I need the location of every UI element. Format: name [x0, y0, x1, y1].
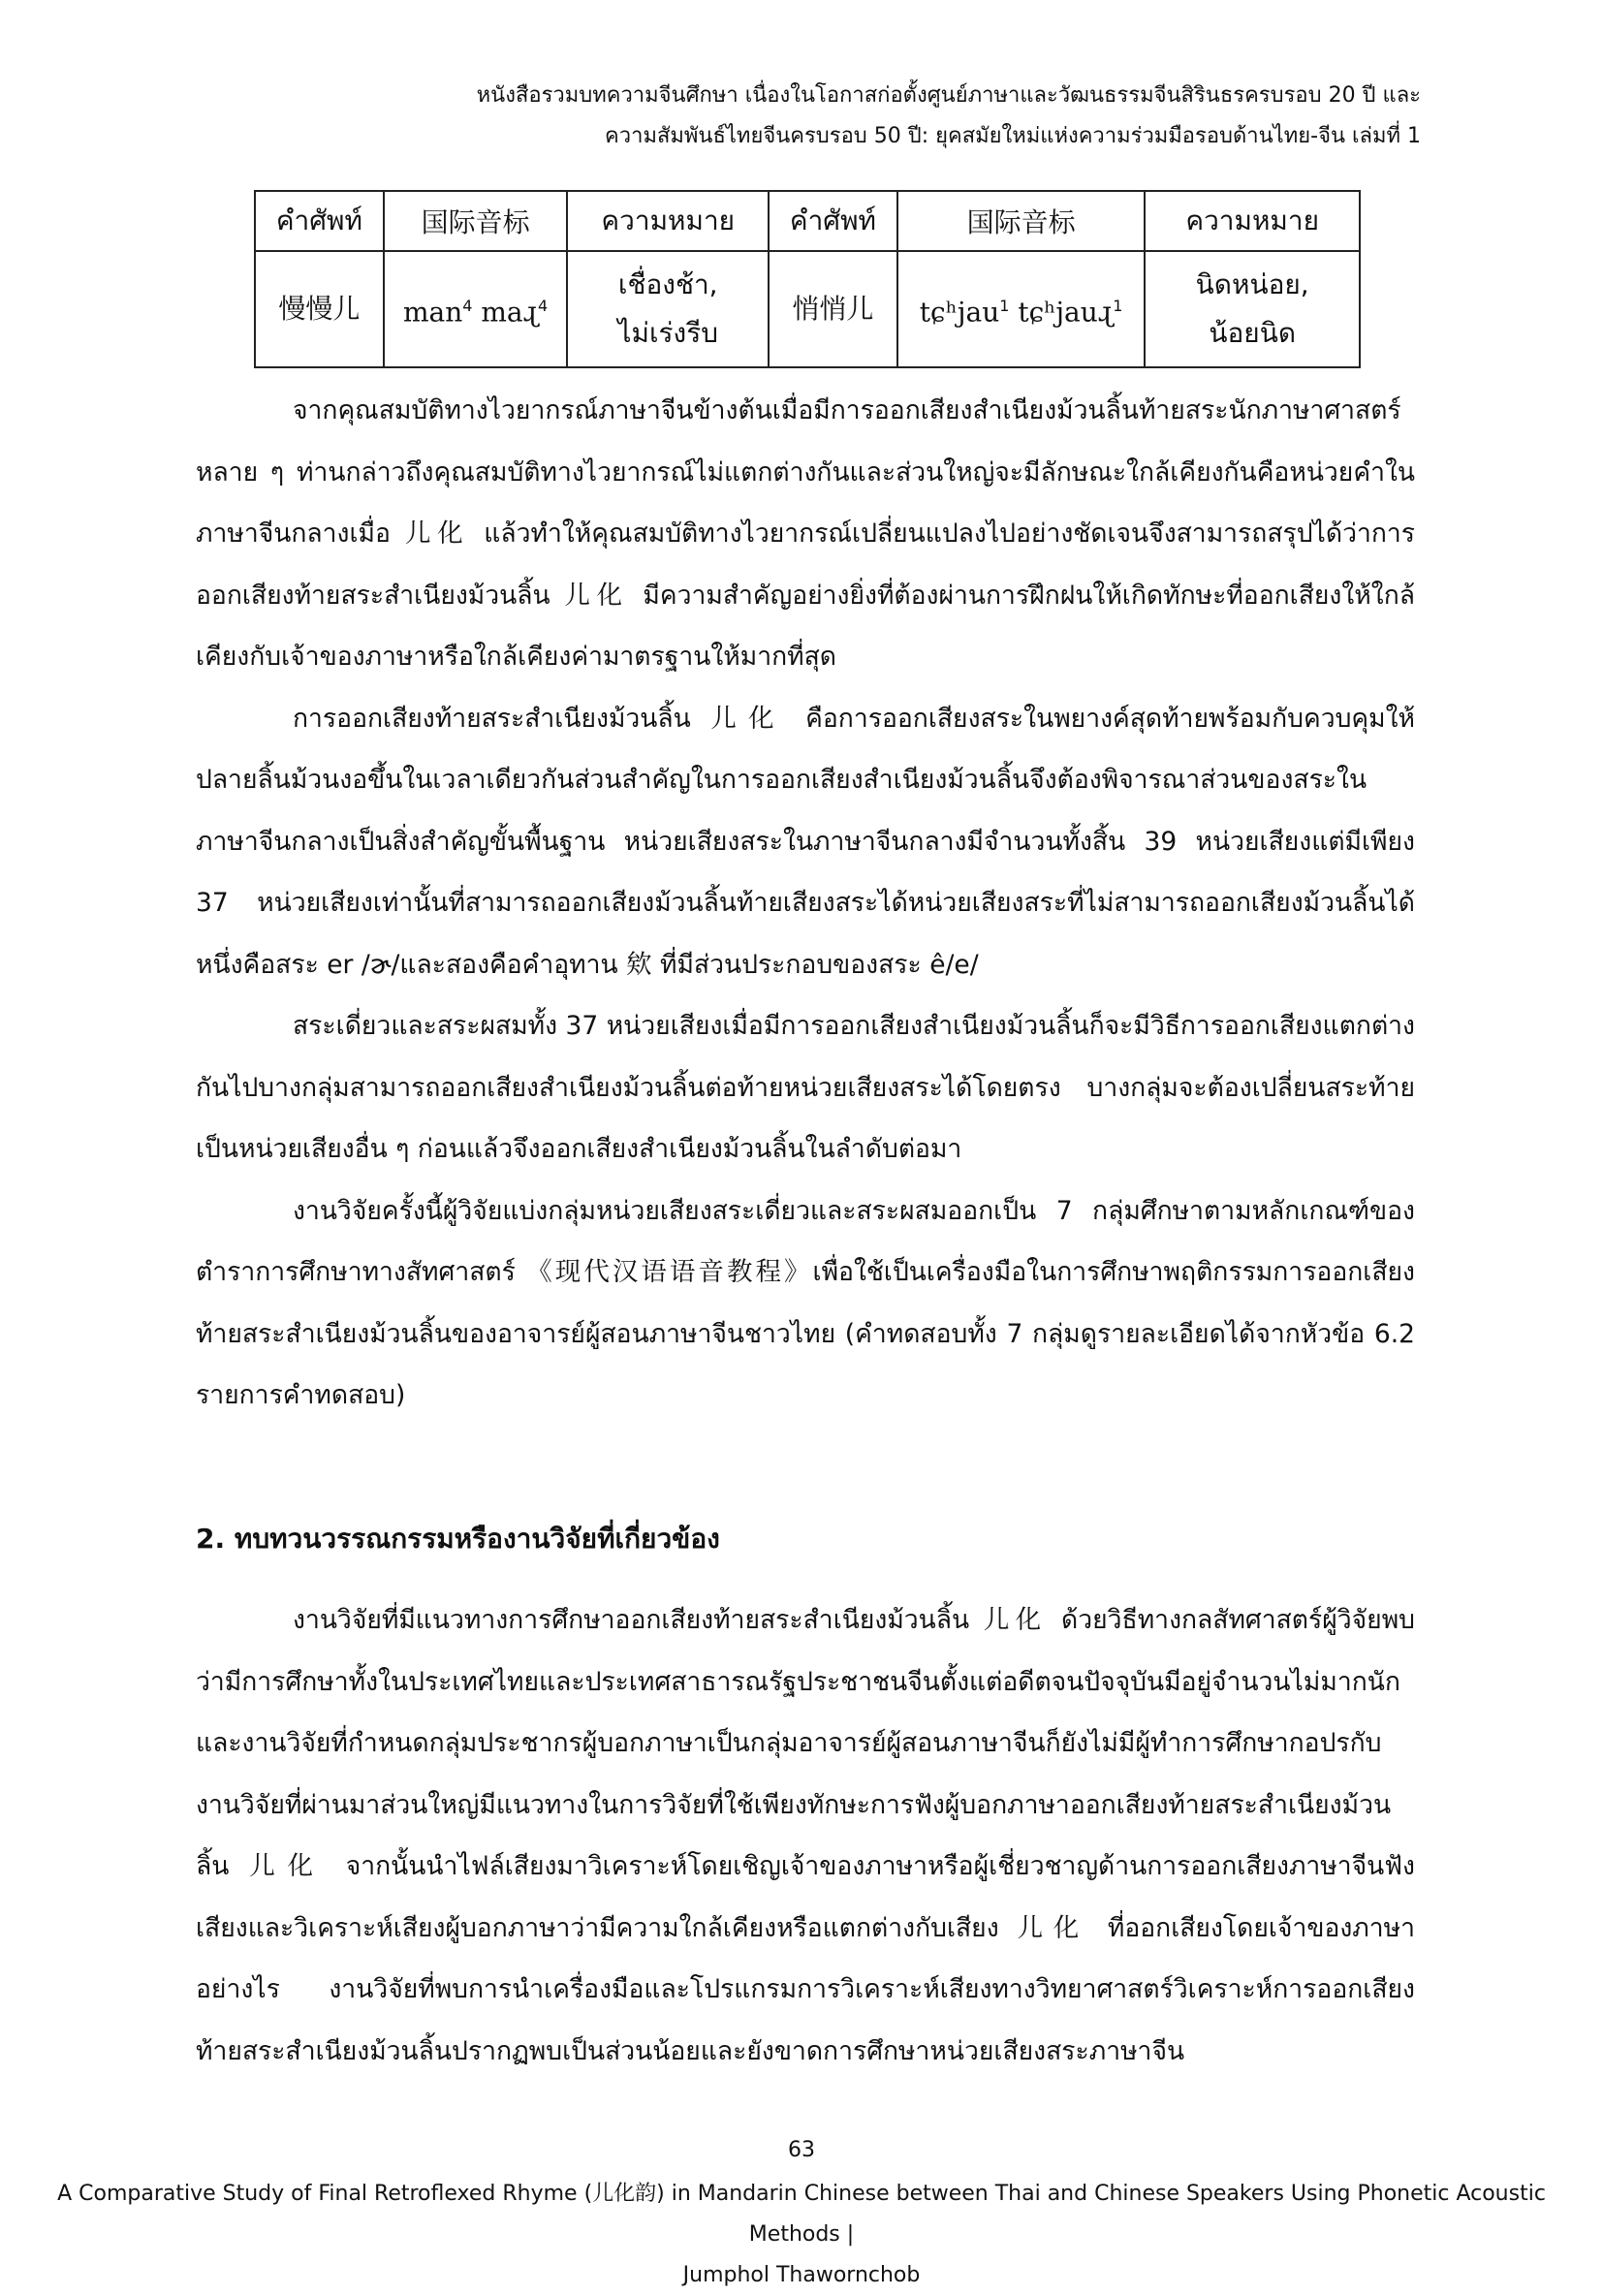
tone-mark: 1: [1113, 296, 1123, 315]
paragraph: การออกเสียงท้ายสระสำเนียงม้วนลิ้น 儿化 คือการออกเสียงสระในพยางค์สุดท้ายพร้อมกับควบคุมให้ปลายลิ้นม้วนงอขึ้นในเวลาเดียวกันส่วนสำคัญในการออกเสียงสำเนียงม้วนลิ้นจึงต้องพิจารณาส่วนของสระในภาษาจีนกลางเป็นสิ่งสำคัญขั้นพื้นฐาน หน่วยเสียงสระในภาษาจีนกลางมีจำนวนทั้งสิ้น 39 หน่วยเสียงแต่มีเพียง 37 หน่วยเสียงเท่านั้นที่สามารถออกเสียงม้วนลิ้นท้ายเสียงสระได้หน่วยเสียงสระที่ไม่สามารถออกเสียงม้วนลิ้นได้หนึ่งคือสระ er /ɚ/และสองคือคำอุทาน 欸 ที่มีส่วนประกอบของสระ ê/e/: [196, 703, 1415, 980]
meaning-line: น้อยนิด: [1209, 317, 1297, 349]
meaning-line: ไม่เร่งรีบ: [617, 317, 719, 349]
ipa-table: [254, 190, 1361, 368]
header-line-2: ความสัมพันธ์ไทยจีนครบรอบ 50 ปี: ยุคสมัยใหม่แห่งความร่วมมือรอบด้านไทย-จีน เล่มที่ 1: [605, 124, 1421, 148]
meaning-cell: [567, 251, 769, 367]
word-cell: 悄悄儿: [769, 251, 897, 367]
meaning-line: เชื่องช้า,: [617, 268, 718, 300]
section-heading: 2. ทบทวนวรรณกรรมหรืองานวิจัยที่เกี่ยวข้อง: [196, 1523, 720, 1555]
ipa-syllable: tɕʰjauɻ: [1018, 296, 1114, 329]
table-header-row: [255, 191, 1360, 251]
table-header-cell: ความหมาย: [567, 191, 769, 251]
word-cell: 慢慢儿: [255, 251, 384, 367]
tone-mark: 4: [462, 296, 473, 315]
footer-line-1: A Comparative Study of Final Retroflexed Rhyme (儿化韵) in Mandarin Chinese between Thai and Chinese Speakers Using Phonetic Acoustic Methods |: [57, 2182, 1546, 2247]
ipa-cell: [897, 251, 1146, 367]
body-text-top: [196, 380, 1415, 1427]
ipa-cell: [384, 251, 568, 367]
table-row: [255, 251, 1360, 367]
body-text-bottom: [196, 1589, 1415, 2082]
ipa-syllable: tɕʰjau: [919, 296, 1000, 329]
tone-mark: 1: [999, 296, 1010, 315]
footer: [39, 2174, 1564, 2296]
ipa-syllable: man: [402, 296, 463, 329]
tone-mark: 4: [538, 296, 549, 315]
paragraph: สระเดี่ยวและสระผสมทั้ง 37 หน่วยเสียงเมื่อมีการออกเสียงสำเนียงม้วนลิ้นก็จะมีวิธีการออกเสียงแตกต่างกันไปบางกลุ่มสามารถออกเสียงสำเนียงม้วนลิ้นต่อท้ายหน่วยเสียงสระได้โดยตรง บางกลุ่มจะต้องเปลี่ยนสระท้ายเป็นหน่วยเสียงอื่น ๆ ก่อนแล้วจึงออกเสียงสำเนียงม้วนลิ้นในลำดับต่อมา: [196, 1011, 1415, 1164]
table-header-cell: ความหมาย: [1145, 191, 1360, 251]
table-header-cell: 国际音标: [897, 191, 1146, 251]
paragraph: งานวิจัยครั้งนี้ผู้วิจัยแบ่งกลุ่มหน่วยเสียงสระเดี่ยวและสระผสมออกเป็น 7 กลุ่มศึกษาตามหลักเกณฑ์ของตำราการศึกษาทางสัทศาสตร์ 《现代汉语语音教程》เพื่อใช้เป็นเครื่องมือในการศึกษาพฤติกรรมการออกเสียงท้ายสระสำเนียงม้วนลิ้นของอาจารย์ผู้สอนภาษาจีนชาวไทย (คำทดสอบทั้ง 7 กลุ่มดูรายละเอียดได้จากหัวข้อ 6.2 รายการคำทดสอบ): [196, 1195, 1415, 1410]
table-header-cell: 国际音标: [384, 191, 568, 251]
table-header-cell: คำศัพท์: [255, 191, 384, 251]
ipa-syllable: maɻ: [481, 296, 539, 329]
paragraph: จากคุณสมบัติทางไวยากรณ์ภาษาจีนข้างต้นเมื่อมีการออกเสียงสำเนียงม้วนลิ้นท้ายสระนักภาษาศาสตร์หลาย ๆ ท่านกล่าวถึงคุณสมบัติทางไวยากรณ์ไม่แตกต่างกันและส่วนใหญ่จะมีลักษณะใกล้เคียงกันคือหน่วยคำในภาษาจีนกลางเมื่อ 儿化 แล้วทำให้คุณสมบัติทางไวยากรณ์เปลี่ยนแปลงไปอย่างชัดเจนจึงสามารถสรุปได้ว่าการออกเสียงท้ายสระสำเนียงม้วนลิ้น 儿化 มีความสำคัญอย่างยิ่งที่ต้องผ่านการฝึกฝนให้เกิดทักษะที่ออกเสียงให้ใกล้เคียงกับเจ้าของภาษาหรือใกล้เคียงค่ามาตรฐานให้มากที่สุด: [196, 395, 1415, 672]
meaning-line: นิดหน่อย,: [1195, 268, 1309, 300]
table-header-cell: คำศัพท์: [769, 191, 897, 251]
running-header: [161, 76, 1421, 157]
paragraph: งานวิจัยที่มีแนวทางการศึกษาออกเสียงท้ายสระสำเนียงม้วนลิ้น 儿化 ด้วยวิธีทางกลสัทศาสตร์ผู้วิจัยพบว่ามีการศึกษาทั้งในประเทศไทยและประเทศสาธารณรัฐประชาชนจีนตั้งแต่อดีตจนปัจจุบันมีอยู่จำนวนไม่มากนักและงานวิจัยที่กำหนดกลุ่มประชากรผู้บอกภาษาเป็นกลุ่มอาจารย์ผู้สอนภาษาจีนก็ยังไม่มีผู้ทำการศึกษากอปรกับงานวิจัยที่ผ่านมาส่วนใหญ่มีแนวทางในการวิจัยที่ใช้เพียงทักษะการฟังผู้บอกภาษาออกเสียงท้ายสระสำเนียงม้วนลิ้น 儿化 จากนั้นนำไฟล์เสียงมาวิเคราะห์โดยเชิญเจ้าของภาษาหรือผู้เชี่ยวชาญด้านการออกเสียงภาษาจีนฟังเสียงและวิเคราะห์เสียงผู้บอกภาษาว่ามีความใกล้เคียงหรือแตกต่างกับเสียง 儿化 ที่ออกเสียงโดยเจ้าของภาษาอย่างไร งานวิจัยที่พบการนำเครื่องมือและโปรแกรมการวิเคราะห์เสียงทางวิทยาศาสตร์วิเคราะห์การออกเสียงท้ายสระสำเนียงม้วนลิ้นปรากฏพบเป็นส่วนน้อยและยังขาดการศึกษาหน่วยเสียงสระภาษาจีน: [196, 1605, 1415, 2066]
meaning-cell: [1145, 251, 1360, 367]
page-number: 63: [788, 2138, 815, 2162]
header-line-1: หนังสือรวมบทความจีนศึกษา เนื่องในโอกาสก่อตั้งศูนย์ภาษาและวัฒนธรรมจีนสิรินธรครบรอบ 20 ปี และ: [476, 83, 1421, 108]
footer-line-2: Jumphol Thawornchob: [682, 2263, 921, 2287]
